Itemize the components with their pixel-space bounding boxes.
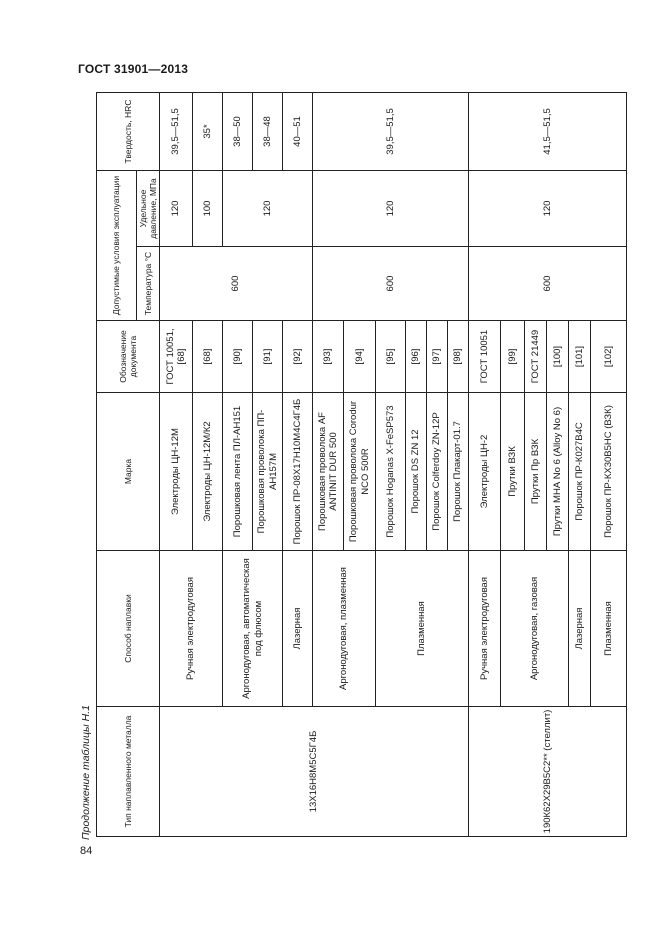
method-cell: Аргонодуговая, плазменная (313, 551, 376, 707)
document-code: ГОСТ 31901—2013 (78, 62, 189, 76)
document-cell: [95] (376, 321, 406, 393)
temperature-cell: 600 (469, 247, 627, 321)
document-cell: [92] (283, 321, 313, 393)
document-cell: [101] (569, 321, 591, 393)
method-cell: Плазменная (591, 551, 627, 707)
document-cell: [94] (344, 321, 376, 393)
column-header-hardness: Твердость, HRC (97, 92, 160, 170)
brand-cell: Порошковая проволока ПП-АН157М (253, 393, 283, 551)
method-cell: Ручная электродуговая (469, 551, 501, 707)
temperature-cell: 600 (160, 247, 313, 321)
table-header-row (97, 92, 137, 836)
column-header-metal: Тип наплавленного металла (97, 707, 160, 837)
brand-cell: Электроды ЦН-12М/К2 (193, 393, 223, 551)
hardness-cell: 35* (193, 92, 223, 170)
document-cell: [102] (591, 321, 627, 393)
hardness-cell: 40—51 (283, 92, 313, 170)
table-caption: Продолжение таблицы Н.1 (80, 705, 92, 840)
materials-table (96, 92, 627, 837)
method-cell: Лазерная (569, 551, 591, 707)
document-cell: ГОСТ 10051, [68] (160, 321, 193, 393)
hardness-cell: 39,5—51,5 (313, 92, 469, 170)
brand-cell: Порошок ПР-08Х17Н10М4С4Г4Б (283, 393, 313, 551)
table-row (160, 92, 193, 836)
hardness-cell: 39,5—51,5 (160, 92, 193, 170)
method-cell: Лазерная (283, 551, 313, 707)
document-cell: [98] (448, 321, 469, 393)
document-cell: [100] (547, 321, 569, 393)
document-cell: [97] (427, 321, 448, 393)
metal-type-cell: 190К62Х29В5С2** (стеллит) (469, 707, 627, 837)
document-cell: [90] (223, 321, 253, 393)
pressure-cell: 120 (223, 170, 313, 246)
brand-cell: Прутки Пр ВЗК (525, 393, 547, 551)
brand-cell: Порошковая проволока AF ANTINIT DUR 500 (313, 393, 344, 551)
brand-cell: Порошковая лента ПЛ-АН151 (223, 393, 253, 551)
document-cell: [68] (193, 321, 223, 393)
document-cell: ГОСТ 21449 (525, 321, 547, 393)
document-cell: [96] (406, 321, 427, 393)
brand-cell: Порошок ПР-КХ30В5НС (ВЗК) (591, 393, 627, 551)
brand-cell: Прутки ВЗК (501, 393, 525, 551)
brand-cell: Электроды ЦН-2 (469, 393, 501, 551)
hardness-cell: 41,5—51,5 (469, 92, 627, 170)
brand-cell: Порошковая проволока Corodur NCO 500R (344, 393, 376, 551)
table-row (469, 92, 501, 836)
method-cell: Плазменная (376, 551, 469, 707)
column-header-document: Обозначение документа (97, 321, 160, 393)
metal-type-cell: 13Х16Н8М5С5Г4Б (160, 707, 469, 837)
column-header-pressure: Удельное давление, МПа (137, 170, 160, 246)
brand-cell: Порошок DS ZN 12 (406, 393, 427, 551)
temperature-cell: 600 (313, 247, 469, 321)
document-cell: [91] (253, 321, 283, 393)
pressure-cell: 120 (313, 170, 469, 246)
hardness-cell: 38—50 (223, 92, 253, 170)
document-cell: [93] (313, 321, 344, 393)
column-header-temperature: Температура °С (137, 247, 160, 321)
pressure-cell: 100 (193, 170, 223, 246)
pressure-cell: 120 (469, 170, 627, 246)
brand-cell: Порошок Hoganas X-FeSP573 (376, 393, 406, 551)
column-header-conditions: Допустимые условия эксплуатации (97, 170, 137, 320)
method-cell: Аргонодуговая, газовая (501, 551, 569, 707)
method-cell: Аргонодуговая, автоматическая под флюсом (223, 551, 283, 707)
method-cell: Ручная электродуговая (160, 551, 223, 707)
brand-cell: Прутки МНА No 6 (Alloy No 6) (547, 393, 569, 551)
brand-cell: Порошок Плакарт-01.7 (448, 393, 469, 551)
brand-cell: Порошок Colferdoy ZN-12P (427, 393, 448, 551)
column-header-method: Способ наплавки (97, 551, 160, 707)
document-cell: ГОСТ 10051 (469, 321, 501, 393)
page-number: 84 (80, 845, 93, 857)
hardness-cell: 38—48 (253, 92, 283, 170)
document-cell: [99] (501, 321, 525, 393)
pressure-cell: 120 (160, 170, 193, 246)
brand-cell: Порошок ПР-К027В4С (569, 393, 591, 551)
column-header-brand: Марка (97, 393, 160, 551)
brand-cell: Электроды ЦН-12М (160, 393, 193, 551)
